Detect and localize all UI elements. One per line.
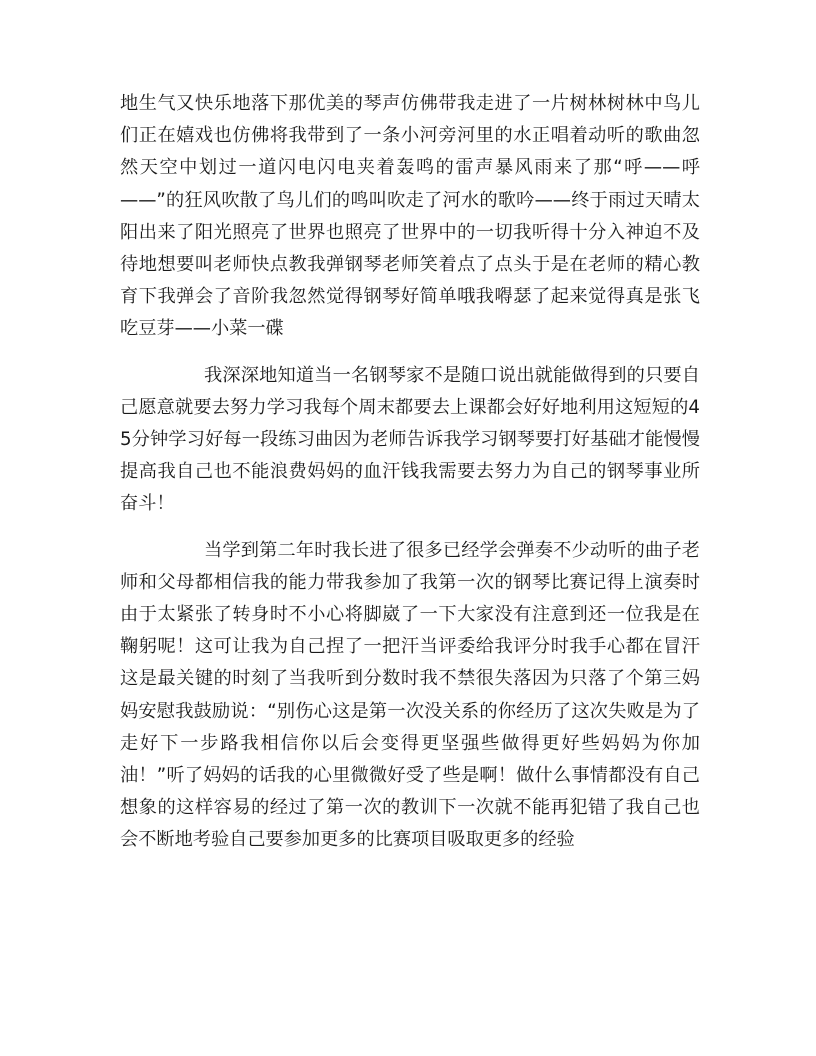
paragraph-3: 当学到第二年时我长进了很多已经学会弹奏不少动听的曲子老师和父母都相信我的能力带我参加了我第一次的钢琴比赛记得上演奏时由于太紧张了转身时不小心将脚崴了一下大家没有注意到还一位我是在鞠躬呢！这可让我为自己捏了一把汗当评委给我评分时我手心都在冒汗这是最关键的时刻了当我听到分数时我不禁很失落因为只落了个第三妈妈安慰我鼓励说：“别伤心这是第一次没关系的你经历了这次失败是为了走好下一步路我相信你以后会变得更坚强些做得更好些妈妈为你加油！”听了妈妈的话我的心里微微好受了些是啊！做什么事情都没有自己想象的这样容易的经过了第一次的教训下一次就不能再犯错了我自己也会不断地考验自己要参加更多的比赛项目吸取更多的经验 — [120, 539, 700, 851]
paragraph-1: 地生气又快乐地落下那优美的琴声仿佛带我走进了一片树林树林中鸟儿们正在嬉戏也仿佛将我带到了一条小河旁河里的水正唱着动听的歌曲忽然天空中划过一道闪电闪电夹着轰鸣的雷声暴风雨来了那“呼——呼——”的狂风吹散了鸟儿们的鸣叫吹走了河水的歌吟——终于雨过天晴太阳出来了阳光照亮了世界也照亮了世界中的一切我听得十分入神迫不及待地想要叫老师快点教我弹钢琴老师笑着点了点头于是在老师的精心教育下我弹会了音阶我忽然觉得钢琴好简单哦我嘚瑟了起来觉得真是张飞吃豆芽——小菜一碟 — [120, 93, 700, 340]
paragraph-2: 我深深地知道当一名钢琴家不是随口说出就能做得到的只要自己愿意就要去努力学习我每个周末都要去上课都会好好地利用这短短的45分钟学习好每一段练习曲因为老师告诉我学习钢琴要打好基础才能慢慢提高我自己也不能浪费妈妈的血汗钱我需要去努力为自己的钢琴事业所奋斗！ — [120, 364, 700, 515]
document-body — [120, 88, 700, 857]
paragraph-gap — [120, 521, 700, 535]
paragraph-gap — [120, 346, 700, 360]
